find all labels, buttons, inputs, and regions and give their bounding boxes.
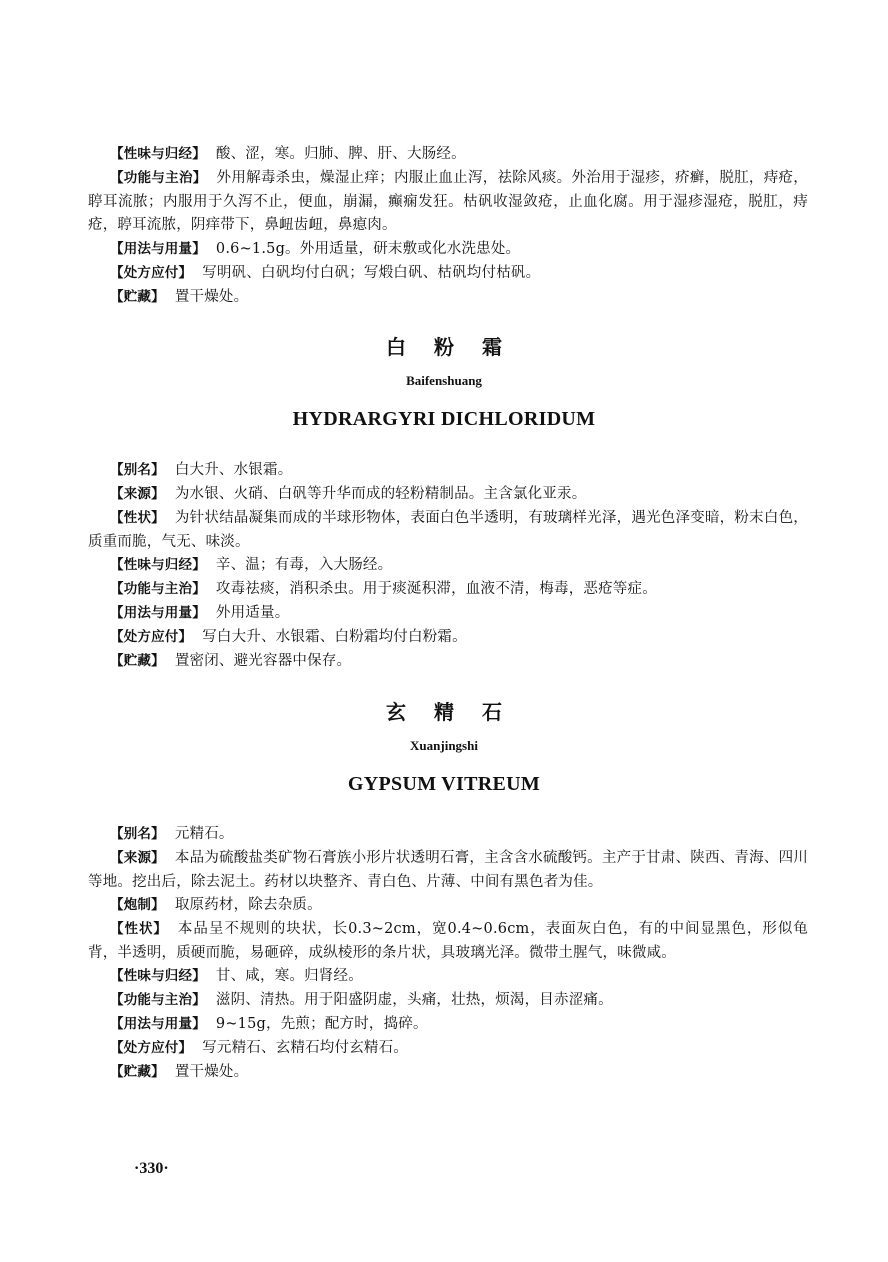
entry-label: 【处方应付】 bbox=[110, 265, 193, 281]
entry-characters bbox=[88, 507, 808, 554]
entry-source bbox=[88, 847, 808, 894]
entry-text: 0.6~1.5g。外用适量，研末敷或化水洗患处。 bbox=[215, 241, 521, 257]
entry-processing bbox=[88, 894, 808, 918]
entry-prescription bbox=[88, 1037, 808, 1061]
entry-label: 【性味与归经】 bbox=[110, 968, 206, 984]
entry-label: 【性味与归经】 bbox=[110, 557, 206, 573]
entry-label: 【用法与用量】 bbox=[110, 1016, 206, 1032]
entry-label: 【处方应付】 bbox=[110, 1040, 193, 1056]
entry-text: 甘、咸，寒。归肾经。 bbox=[215, 968, 363, 984]
entry-function-indication bbox=[88, 989, 808, 1013]
entry-label: 【性状】 bbox=[110, 510, 165, 526]
entry-text: 白大升、水银霜。 bbox=[174, 462, 293, 478]
entry-text: 为针状结晶凝集而成的半球形物体，表面白色半透明，有玻璃样光泽，遇光色泽变暗，粉末白色，质重而脆，气无、味淡。 bbox=[88, 510, 808, 550]
entry-label: 【贮藏】 bbox=[110, 1064, 165, 1080]
entry-label: 【贮藏】 bbox=[110, 289, 165, 305]
entry-usage-dosage bbox=[88, 1013, 808, 1037]
monograph-latin-name: HYDRARGYRI DICHLORIDUM bbox=[292, 408, 596, 430]
monograph-pinyin: Xuanjingshi bbox=[410, 738, 478, 753]
page-number: ·330· bbox=[134, 1160, 169, 1177]
entry-characters bbox=[88, 918, 808, 965]
entry-function-indication bbox=[88, 167, 808, 238]
entry-text: 为水银、火硝、白矾等升华而成的轻粉精制品。主含氯化亚汞。 bbox=[174, 486, 587, 502]
monograph-pinyin: Baifenshuang bbox=[406, 373, 482, 388]
entry-text: 置干燥处。 bbox=[174, 289, 249, 305]
entry-storage bbox=[88, 650, 808, 674]
monograph-title-cn: 玄精石 bbox=[386, 700, 530, 724]
entry-alias bbox=[88, 823, 808, 847]
entry-label: 【用法与用量】 bbox=[110, 605, 206, 621]
entry-text: 写明矾、白矾均付白矾；写煅白矾、枯矾均付枯矾。 bbox=[202, 265, 541, 281]
entry-text: 写元精石、玄精石均付玄精石。 bbox=[202, 1040, 409, 1056]
entry-text: 外用解毒杀虫，燥湿止痒；内服止血止泻，祛除风痰。外治用于湿疹，疥癣，脱肛，痔疮，聤耳流脓；内服用于久泻不止，便血，崩漏，癫痫发狂。枯矾收湿敛疮，止血化腐。用于湿疹湿疮，脱肛，痔疮，聤耳流脓，阴痒带下，鼻衄齿衄，鼻瘜肉。 bbox=[88, 170, 808, 233]
entry-text: 写白大升、水银霜、白粉霜均付白粉霜。 bbox=[202, 629, 467, 645]
entry-alias bbox=[88, 459, 808, 483]
entry-text: 攻毒祛痰，消积杀虫。用于痰涎积滞，血液不清，梅毒，恶疮等症。 bbox=[215, 581, 657, 597]
entry-storage bbox=[88, 1061, 808, 1085]
entry-text: 本品为硫酸盐类矿物石膏族小形片状透明石膏，主含含水硫酸钙。主产于甘肃、陕西、青海、四川等地。挖出后，除去泥土。药材以块整齐、青白色、片薄、中间有黑色者为佳。 bbox=[88, 850, 808, 890]
entry-label: 【来源】 bbox=[110, 850, 165, 866]
entry-label: 【处方应付】 bbox=[110, 629, 193, 645]
entry-label: 【性状】 bbox=[110, 921, 168, 937]
entry-nature-meridian bbox=[88, 143, 808, 167]
entry-label: 【功能与主治】 bbox=[110, 581, 206, 597]
entry-nature-meridian bbox=[88, 554, 808, 578]
entry-prescription bbox=[88, 626, 808, 650]
entry-storage bbox=[88, 286, 808, 310]
entry-text: 元精石。 bbox=[174, 826, 234, 842]
entry-label: 【别名】 bbox=[110, 826, 165, 842]
entry-nature-meridian bbox=[88, 965, 808, 989]
entry-text: 9~15g，先煎；配方时，捣碎。 bbox=[215, 1016, 428, 1032]
entry-label: 【功能与主治】 bbox=[110, 992, 206, 1008]
monograph-title-cn: 白粉霜 bbox=[386, 335, 530, 359]
entry-label: 【炮制】 bbox=[110, 897, 165, 913]
entry-label: 【用法与用量】 bbox=[110, 241, 206, 257]
entry-text: 外用适量。 bbox=[215, 605, 290, 621]
entry-text: 取原药材，除去杂质。 bbox=[174, 897, 322, 913]
entry-text: 置密闭、避光容器中保存。 bbox=[174, 653, 352, 669]
entry-function-indication bbox=[88, 578, 808, 602]
entry-label: 【别名】 bbox=[110, 462, 165, 478]
entry-text: 酸、涩，寒。归肺、脾、肝、大肠经。 bbox=[215, 146, 466, 162]
monograph-latin-name: GYPSUM VITREUM bbox=[347, 773, 541, 795]
entry-text: 本品呈不规则的块状，长0.3~2cm，宽0.4~0.6cm，表面灰白色，有的中间显黑色，形似龟背，半透明，质硬而脆，易砸碎，成纵棱形的条片状，具玻璃光泽。微带土腥气，味微咸。 bbox=[88, 921, 808, 961]
entry-usage-dosage bbox=[88, 602, 808, 626]
entry-text: 滋阴、清热。用于阳盛阴虚，头痛，壮热，烦渴，目赤涩痛。 bbox=[215, 992, 613, 1008]
entry-text: 置干燥处。 bbox=[174, 1064, 249, 1080]
entry-source bbox=[88, 483, 808, 507]
entry-text: 辛、温；有毒，入大肠经。 bbox=[215, 557, 393, 573]
entry-label: 【贮藏】 bbox=[110, 653, 165, 669]
entry-label: 【来源】 bbox=[110, 486, 165, 502]
entry-label: 【功能与主治】 bbox=[110, 170, 207, 186]
entry-label: 【性味与归经】 bbox=[110, 146, 206, 162]
entry-prescription bbox=[88, 262, 808, 286]
entry-usage-dosage bbox=[88, 238, 808, 262]
